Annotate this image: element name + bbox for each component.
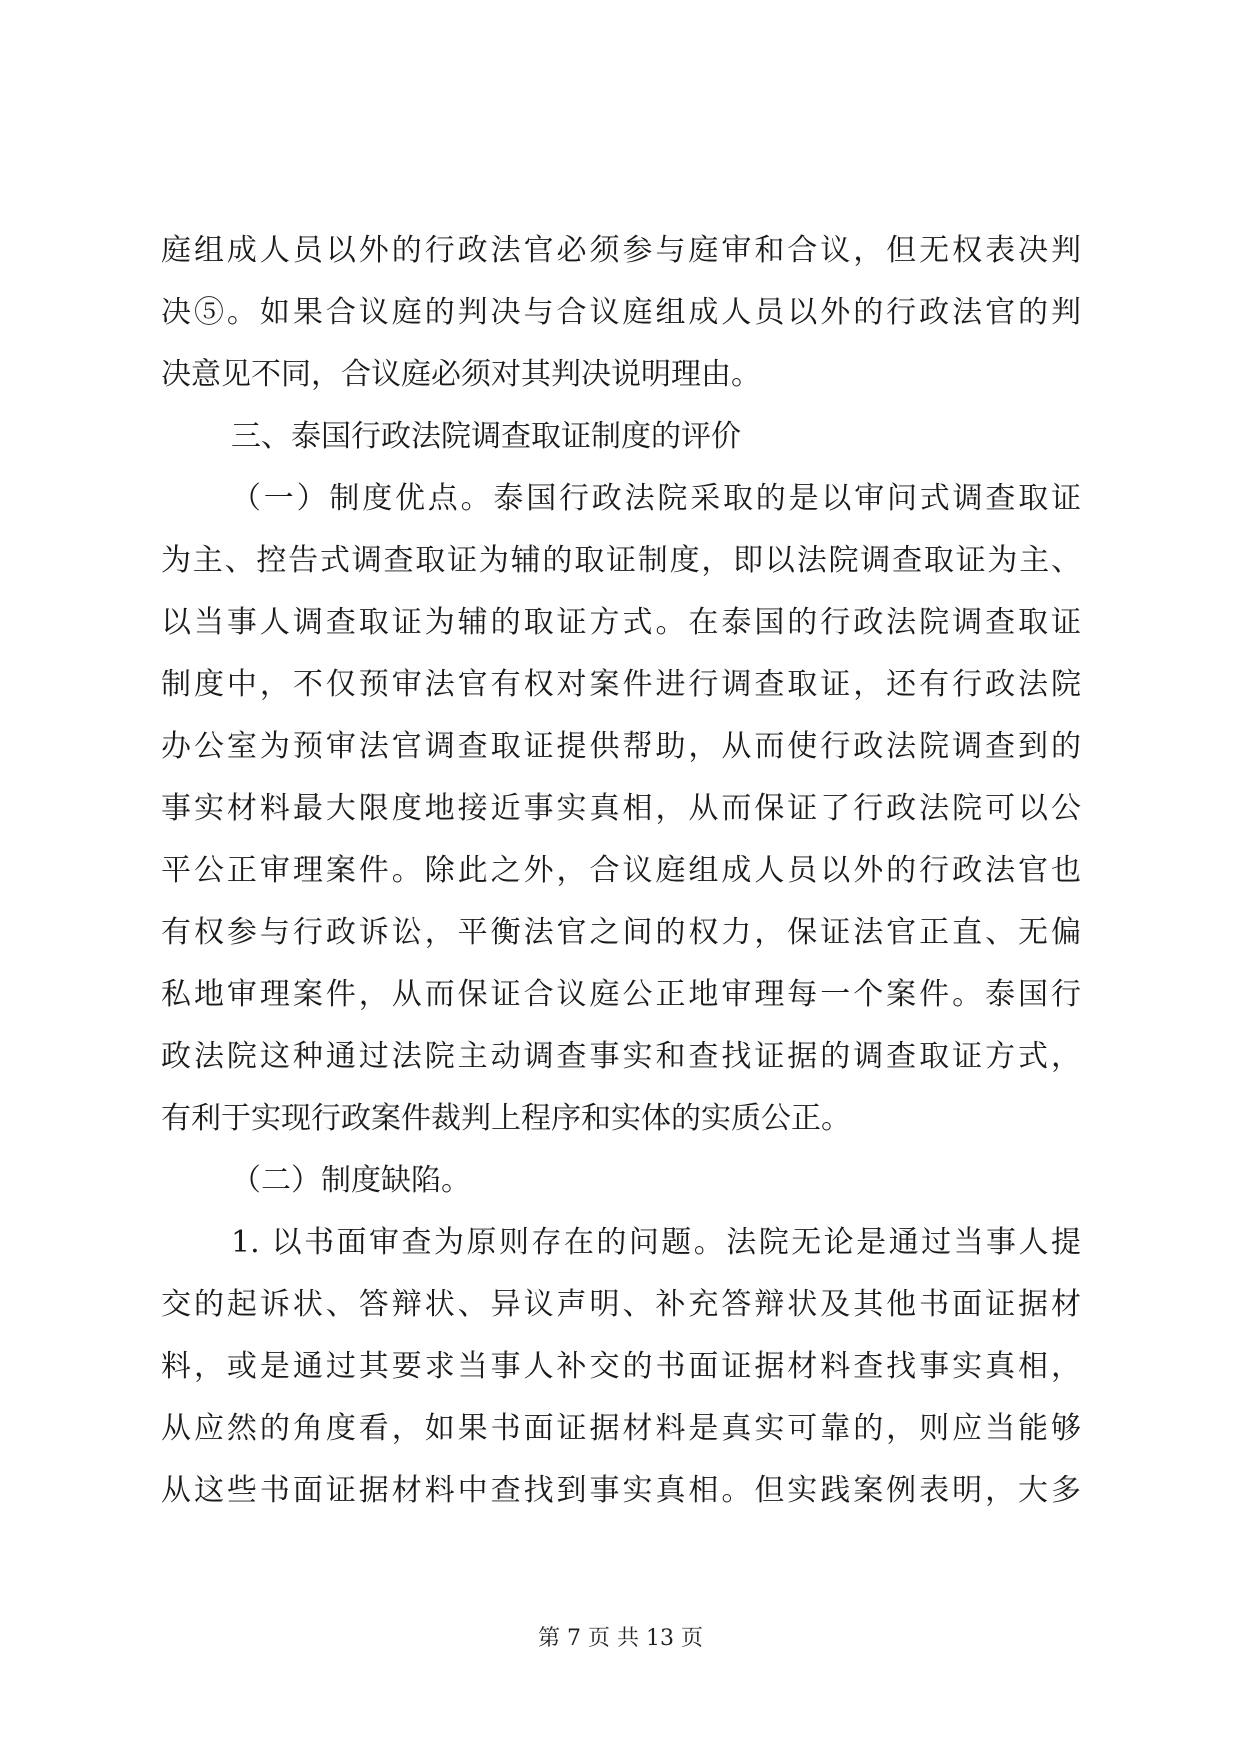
text-line: 平公正审理案件。除此之外，合议庭组成人员以外的行政法官也 <box>161 853 1081 888</box>
text-line: 事实材料最大限度地接近事实真相，从而保证了行政法院可以公 <box>161 791 1081 826</box>
text-line: 从应然的角度看，如果书面证据材料是真实可靠的，则应当能够 <box>161 1411 1081 1446</box>
text-line: 1. 以书面审查为原则存在的问题。法院无论是通过当事人提 <box>231 1225 1081 1260</box>
text-line: 办公室为预审法官调查取证提供帮助，从而使行政法院调查到的 <box>161 729 1081 764</box>
text-line: 交的起诉状、答辩状、异议声明、补充答辩状及其他书面证据材 <box>161 1287 1081 1322</box>
subsection-heading: （一）制度优点。泰国行政法院采取的是以审问式调查取证 <box>231 481 1081 516</box>
text-line: 政法院这种通过法院主动调查事实和查找证据的调查取证方式， <box>161 1039 1081 1074</box>
text-line: 以当事人调查取证为辅的取证方式。在泰国的行政法院调查取证 <box>161 605 1081 640</box>
text-line: 制度中，不仅预审法官有权对案件进行调查取证，还有行政法院 <box>161 667 1081 702</box>
subsection-heading: （二）制度缺陷。 <box>231 1163 471 1198</box>
text-line: 料，或是通过其要求当事人补交的书面证据材料查找事实真相， <box>161 1349 1081 1384</box>
text-line: 决意见不同，合议庭必须对其判决说明理由。 <box>161 357 761 392</box>
text-line: 庭组成人员以外的行政法官必须参与庭审和合议，但无权表决判 <box>161 233 1081 268</box>
text-line: 有权参与行政诉讼，平衡法官之间的权力，保证法官正直、无偏 <box>161 915 1081 950</box>
text-line: 私地审理案件，从而保证合议庭公正地审理每一个案件。泰国行 <box>161 977 1081 1012</box>
text-line: 为主、控告式调查取证为辅的取证制度，即以法院调查取证为主、 <box>161 543 1081 578</box>
text-line: 有利于实现行政案件裁判上程序和实体的实质公正。 <box>161 1101 851 1136</box>
section-heading: 三、泰国行政法院调查取证制度的评价 <box>231 419 741 454</box>
text-line: 决⑤。如果合议庭的判决与合议庭组成人员以外的行政法官的判 <box>161 295 1081 330</box>
document-body <box>161 220 1081 1522</box>
text-line: 从这些书面证据材料中查找到事实真相。但实践案例表明，大多 <box>161 1473 1081 1508</box>
page-footer: 第 7 页 共 13 页 <box>538 1626 703 1651</box>
